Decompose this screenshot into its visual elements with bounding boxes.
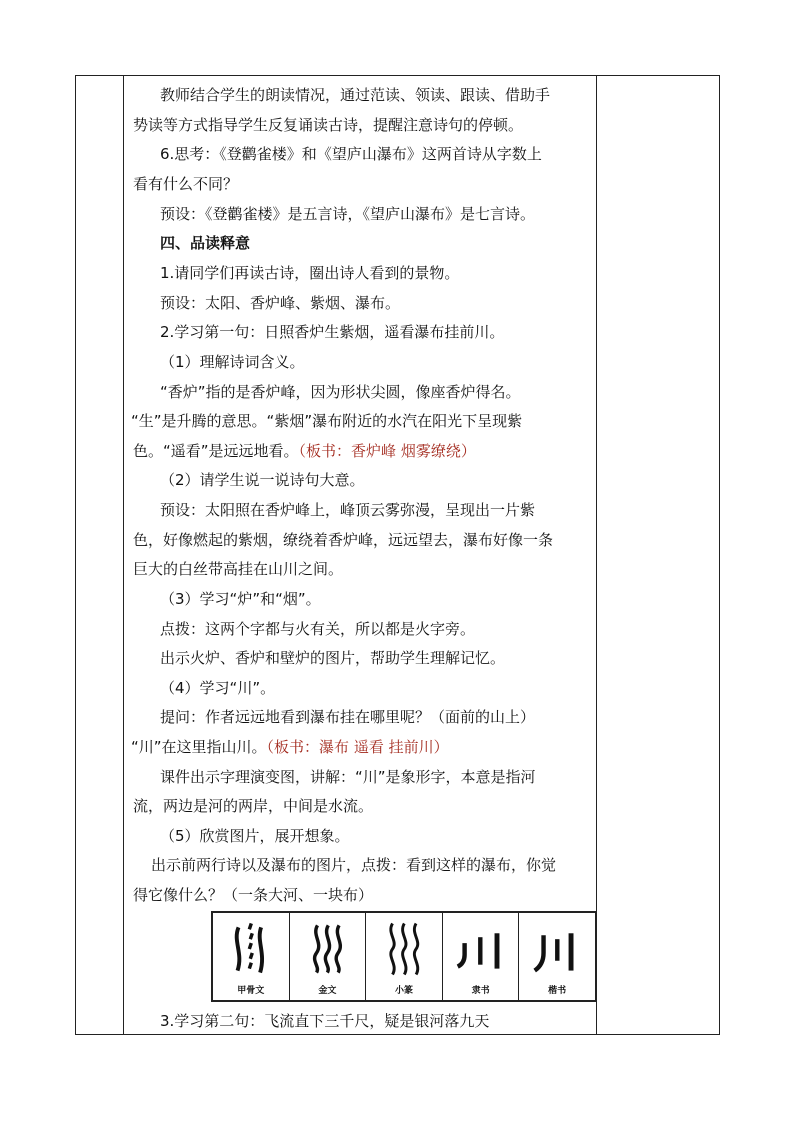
paragraph-line: 1.请同学们再读古诗，圈出诗人看到的景物。 [160, 264, 460, 282]
small-seal-script-cell [366, 913, 443, 1000]
paragraph-line: 得它像什么？（一条大河、一块布） [133, 886, 374, 904]
script-caption: 金文 [318, 986, 337, 996]
paragraph-line: （3）学习“炉”和“烟”。 [160, 590, 321, 608]
regular-script-cell [519, 913, 595, 1000]
script-caption: 小篆 [394, 986, 413, 996]
paragraph-line: 6.思考：《登鹳雀楼》和《望庐山瀑布》这两首诗从字数上 [160, 145, 542, 163]
section-heading: 四、品读释意 [160, 234, 251, 252]
paragraph-text: 色。“遥看”是远远地看。 [133, 442, 299, 460]
paragraph-line: 3.学习第二句：飞流直下三千尺，疑是银河落九天 [160, 1012, 490, 1030]
paragraph-line: （2）请学生说一说诗句大意。 [160, 471, 365, 489]
paragraph-line: 点拨：这两个字都与火有关，所以都是火字旁。 [160, 620, 476, 638]
paragraph-line: 势读等方式指导学生反复诵读古诗，提醒注意诗句的停顿。 [133, 116, 524, 134]
paragraph-line: 预设：《登鹳雀楼》是五言诗，《望庐山瀑布》是七言诗。 [160, 205, 536, 223]
script-caption: 甲骨文 [237, 986, 265, 996]
paragraph-line: 提问：作者远远地看到瀑布挂在哪里呢？（面前的山上） [160, 708, 536, 726]
bronze-script-cell [290, 913, 367, 1000]
paragraph-line: 色，好像燃起的紫烟，缭绕着香炉峰，远远望去，瀑布好像一条 [133, 531, 554, 549]
small-seal-chuan-glyph [366, 913, 442, 983]
paragraph-line: 教师结合学生的朗读情况，通过范读、领读、跟读、借助手 [160, 86, 551, 104]
paragraph-line: （1）理解诗词含义。 [160, 353, 305, 371]
chuan-evolution-figure [211, 911, 597, 1002]
board-note: （板书：瀑布 遥看 挂前川） [266, 738, 449, 756]
clerical-chuan-glyph [443, 913, 519, 983]
oracle-bone-script-cell [213, 913, 290, 1000]
paragraph-line: 2.学习第一句：日照香炉生紫烟，遥看瀑布挂前川。 [160, 323, 505, 341]
paragraph-line: 巨大的白丝带高挂在山川之间。 [133, 560, 344, 578]
board-note: （板书：香炉峰 烟雾缭绕） [298, 442, 476, 460]
paragraph-line: （4）学习“川”。 [160, 679, 276, 697]
paragraph-line [133, 441, 476, 461]
paragraph-line: 出示火炉、香炉和壁炉的图片，帮助学生理解记忆。 [160, 649, 506, 667]
paragraph-line: 预设：太阳照在香炉峰上，峰顶云雾弥漫，呈现出一片紫 [160, 501, 536, 519]
paragraph-line [131, 737, 449, 757]
script-caption: 楷书 [548, 986, 567, 996]
paragraph-line: 预设：太阳、香炉峰、紫烟、瀑布。 [160, 294, 401, 312]
paragraph-line: 课件出示字理演变图，讲解：“川”是象形字，本意是指河 [160, 768, 536, 786]
paragraph-line: 出示前两行诗以及瀑布的图片，点拨：看到这样的瀑布，你觉 [151, 856, 557, 874]
paragraph-text: “川”在这里指山川。 [131, 738, 267, 756]
clerical-script-cell [443, 913, 520, 1000]
paragraph-line: 流，两边是河的两岸，中间是水流。 [133, 797, 374, 815]
paragraph-line: “香炉”指的是香炉峰，因为形状尖圆，像座香炉得名。 [160, 383, 521, 401]
paragraph-line: （5）欣赏图片，展开想象。 [160, 827, 350, 845]
regular-chuan-glyph [519, 913, 595, 983]
lesson-table [75, 75, 720, 1035]
bronze-chuan-glyph [290, 913, 366, 983]
paragraph-line: “生”是升腾的意思。“紫烟”瀑布附近的水汽在阳光下呈现紫 [131, 412, 523, 430]
paragraph-line: 看有什么不同？ [133, 175, 239, 193]
column-divider-right [596, 76, 597, 1034]
oracle-bone-chuan-glyph [213, 913, 289, 983]
script-caption: 隶书 [471, 986, 490, 996]
column-divider-left [123, 76, 124, 1034]
